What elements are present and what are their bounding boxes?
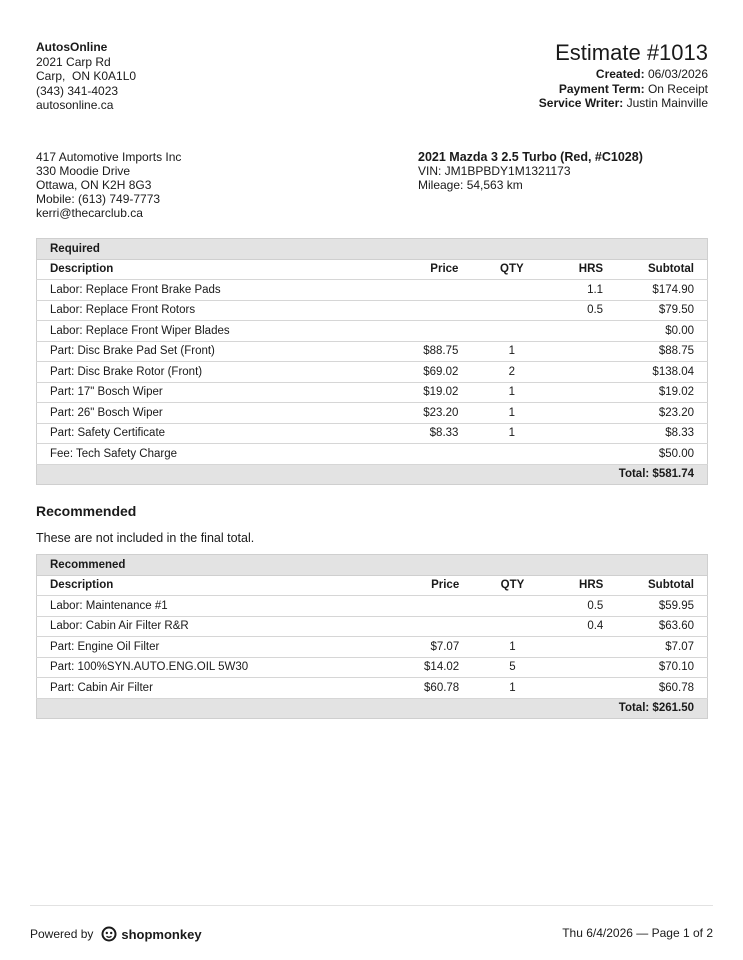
payment-term (539, 82, 708, 97)
item-hrs (552, 341, 616, 362)
item-hrs (552, 444, 616, 465)
item-qty (471, 280, 552, 301)
table-row (37, 678, 708, 699)
recommended-note: These are not included in the final total. (36, 531, 255, 545)
item-description: Labor: Maintenance #1 (37, 596, 382, 617)
customer-info (36, 150, 181, 220)
page-info: Thu 6/4/2026 — Page 1 of 2 (562, 926, 713, 940)
item-qty (472, 616, 552, 637)
item-hrs (552, 403, 616, 424)
item-qty: 1 (471, 423, 552, 444)
item-price (382, 596, 473, 617)
item-price (380, 321, 471, 342)
vehicle-info (418, 150, 643, 192)
table-row (37, 616, 708, 637)
estimate-info (539, 40, 708, 111)
item-price: $88.75 (380, 341, 471, 362)
item-price: $23.20 (380, 403, 471, 424)
table-row (37, 403, 708, 424)
table-row (37, 423, 708, 444)
shopmonkey-logo-icon (101, 926, 117, 942)
item-subtotal: $59.95 (616, 596, 707, 617)
col-description: Description (37, 575, 382, 596)
required-total: Total: $581.74 (37, 464, 708, 485)
payment-term-value: On Receipt (647, 81, 708, 96)
customer-name: 417 Automotive Imports Inc (36, 150, 182, 164)
estimate-title: Estimate #1013 (555, 40, 708, 65)
item-price (380, 300, 471, 321)
vehicle-vin: VIN: JM1BPBDY1M1321173 (418, 164, 571, 178)
customer-email: kerri@thecarclub.ca (36, 206, 143, 220)
item-description: Part: 26" Bosch Wiper (37, 403, 381, 424)
item-qty: 1 (472, 637, 552, 658)
col-qty: QTY (472, 575, 552, 596)
item-hrs (552, 382, 616, 403)
item-hrs (552, 321, 616, 342)
shop-address-line2: Carp, ON K0A1L0 (36, 69, 137, 83)
brand-name: shopmonkey (121, 926, 202, 942)
service-writer (539, 96, 708, 111)
item-qty: 1 (472, 678, 552, 699)
table-row (37, 637, 708, 658)
required-section-title: Required (37, 239, 708, 260)
item-description: Part: Disc Brake Rotor (Front) (37, 362, 381, 383)
shopmonkey-logo (101, 926, 201, 942)
item-description: Labor: Replace Front Wiper Blades (37, 321, 381, 342)
item-qty: 1 (471, 382, 552, 403)
recommended-total: Total: $261.50 (37, 698, 708, 719)
col-price: Price (380, 259, 471, 280)
item-price (380, 280, 471, 301)
item-subtotal: $63.60 (616, 616, 707, 637)
item-hrs (553, 657, 617, 678)
table-row (37, 362, 708, 383)
item-hrs (552, 423, 616, 444)
shop-info (36, 40, 136, 113)
table-row (37, 280, 708, 301)
customer-address-line2: Ottawa, ON K2H 8G3 (36, 178, 152, 192)
item-subtotal: $88.75 (616, 341, 707, 362)
service-writer-label: Service Writer: (538, 96, 624, 110)
item-price: $8.33 (380, 423, 471, 444)
item-qty (471, 321, 552, 342)
item-price: $60.78 (382, 678, 473, 699)
item-price: $19.02 (380, 382, 471, 403)
item-description: Labor: Replace Front Rotors (37, 300, 381, 321)
header (36, 40, 708, 140)
customer-vehicle-row (36, 150, 708, 238)
item-hrs (553, 637, 617, 658)
item-subtotal: $79.50 (616, 300, 707, 321)
col-description: Description (37, 259, 381, 280)
item-subtotal: $19.02 (616, 382, 707, 403)
item-hrs (553, 678, 617, 699)
shop-phone: (343) 341-4023 (36, 83, 119, 98)
item-qty (471, 300, 552, 321)
item-description: Part: Cabin Air Filter (37, 678, 382, 699)
table-row (37, 300, 708, 321)
item-qty: 1 (471, 341, 552, 362)
powered-by (30, 926, 202, 942)
col-subtotal: Subtotal (616, 259, 707, 280)
item-description: Part: Safety Certificate (37, 423, 381, 444)
col-hrs: HRS (553, 575, 617, 596)
item-qty: 2 (471, 362, 552, 383)
shop-website: autosonline.ca (36, 98, 114, 112)
table-row (37, 657, 708, 678)
item-description: Part: Disc Brake Pad Set (Front) (37, 341, 381, 362)
column-headers (37, 259, 708, 280)
item-qty: 1 (471, 403, 552, 424)
item-subtotal: $23.20 (616, 403, 707, 424)
required-items-table (36, 238, 708, 485)
col-qty: QTY (471, 259, 552, 280)
item-price: $7.07 (382, 637, 473, 658)
item-subtotal: $0.00 (616, 321, 707, 342)
service-writer-value: Justin Mainville (626, 96, 708, 110)
col-price: Price (382, 575, 473, 596)
item-hrs: 1.1 (552, 280, 616, 301)
vehicle-name: 2021 Mazda 3 2.5 Turbo (Red, #C1028) (418, 150, 643, 164)
item-description: Part: Engine Oil Filter (37, 637, 382, 658)
item-hrs (552, 362, 616, 383)
item-subtotal: $50.00 (616, 444, 707, 465)
item-price (380, 444, 471, 465)
item-description: Part: 100%SYN.AUTO.ENG.OIL 5W30 (37, 657, 382, 678)
payment-term-label: Payment Term: (558, 81, 645, 96)
recommended-items-table (36, 554, 708, 719)
item-description: Labor: Replace Front Brake Pads (37, 280, 381, 301)
item-hrs: 0.4 (553, 616, 617, 637)
customer-address-line1: 330 Moodie Drive (36, 164, 131, 178)
item-description: Fee: Tech Safety Charge (37, 444, 381, 465)
item-description: Part: 17" Bosch Wiper (37, 382, 381, 403)
item-qty: 5 (472, 657, 552, 678)
item-subtotal: $7.07 (616, 637, 707, 658)
column-headers (37, 575, 708, 596)
table-row (37, 382, 708, 403)
item-hrs: 0.5 (553, 596, 617, 617)
item-price: $14.02 (382, 657, 473, 678)
created-value: 06/03/2026 (647, 67, 708, 81)
footer-divider (30, 905, 713, 906)
item-subtotal: $70.10 (616, 657, 707, 678)
estimate-page (36, 40, 708, 719)
item-subtotal: $138.04 (616, 362, 707, 383)
shop-name: AutosOnline (36, 40, 108, 54)
recommended-heading: Recommended (36, 503, 137, 519)
col-subtotal: Subtotal (616, 575, 707, 596)
item-description: Labor: Cabin Air Filter R&R (37, 616, 382, 637)
table-row (37, 444, 708, 465)
vehicle-mileage: Mileage: 54,563 km (418, 178, 523, 192)
created-date (539, 67, 708, 82)
item-subtotal: $8.33 (616, 423, 707, 444)
col-hrs: HRS (552, 259, 616, 280)
item-qty (471, 444, 552, 465)
recommended-section-title: Recommened (37, 555, 708, 576)
item-price (382, 616, 473, 637)
table-row (37, 596, 708, 617)
item-qty (472, 596, 552, 617)
shop-address-line1: 2021 Carp Rd (36, 54, 111, 69)
created-label: Created: (595, 67, 645, 81)
table-row (37, 341, 708, 362)
customer-mobile: Mobile: (613) 749-7773 (36, 192, 161, 206)
item-hrs: 0.5 (552, 300, 616, 321)
item-price: $69.02 (380, 362, 471, 383)
item-subtotal: $174.90 (616, 280, 707, 301)
powered-by-label: Powered by (30, 927, 94, 941)
table-row (37, 321, 708, 342)
item-subtotal: $60.78 (616, 678, 707, 699)
